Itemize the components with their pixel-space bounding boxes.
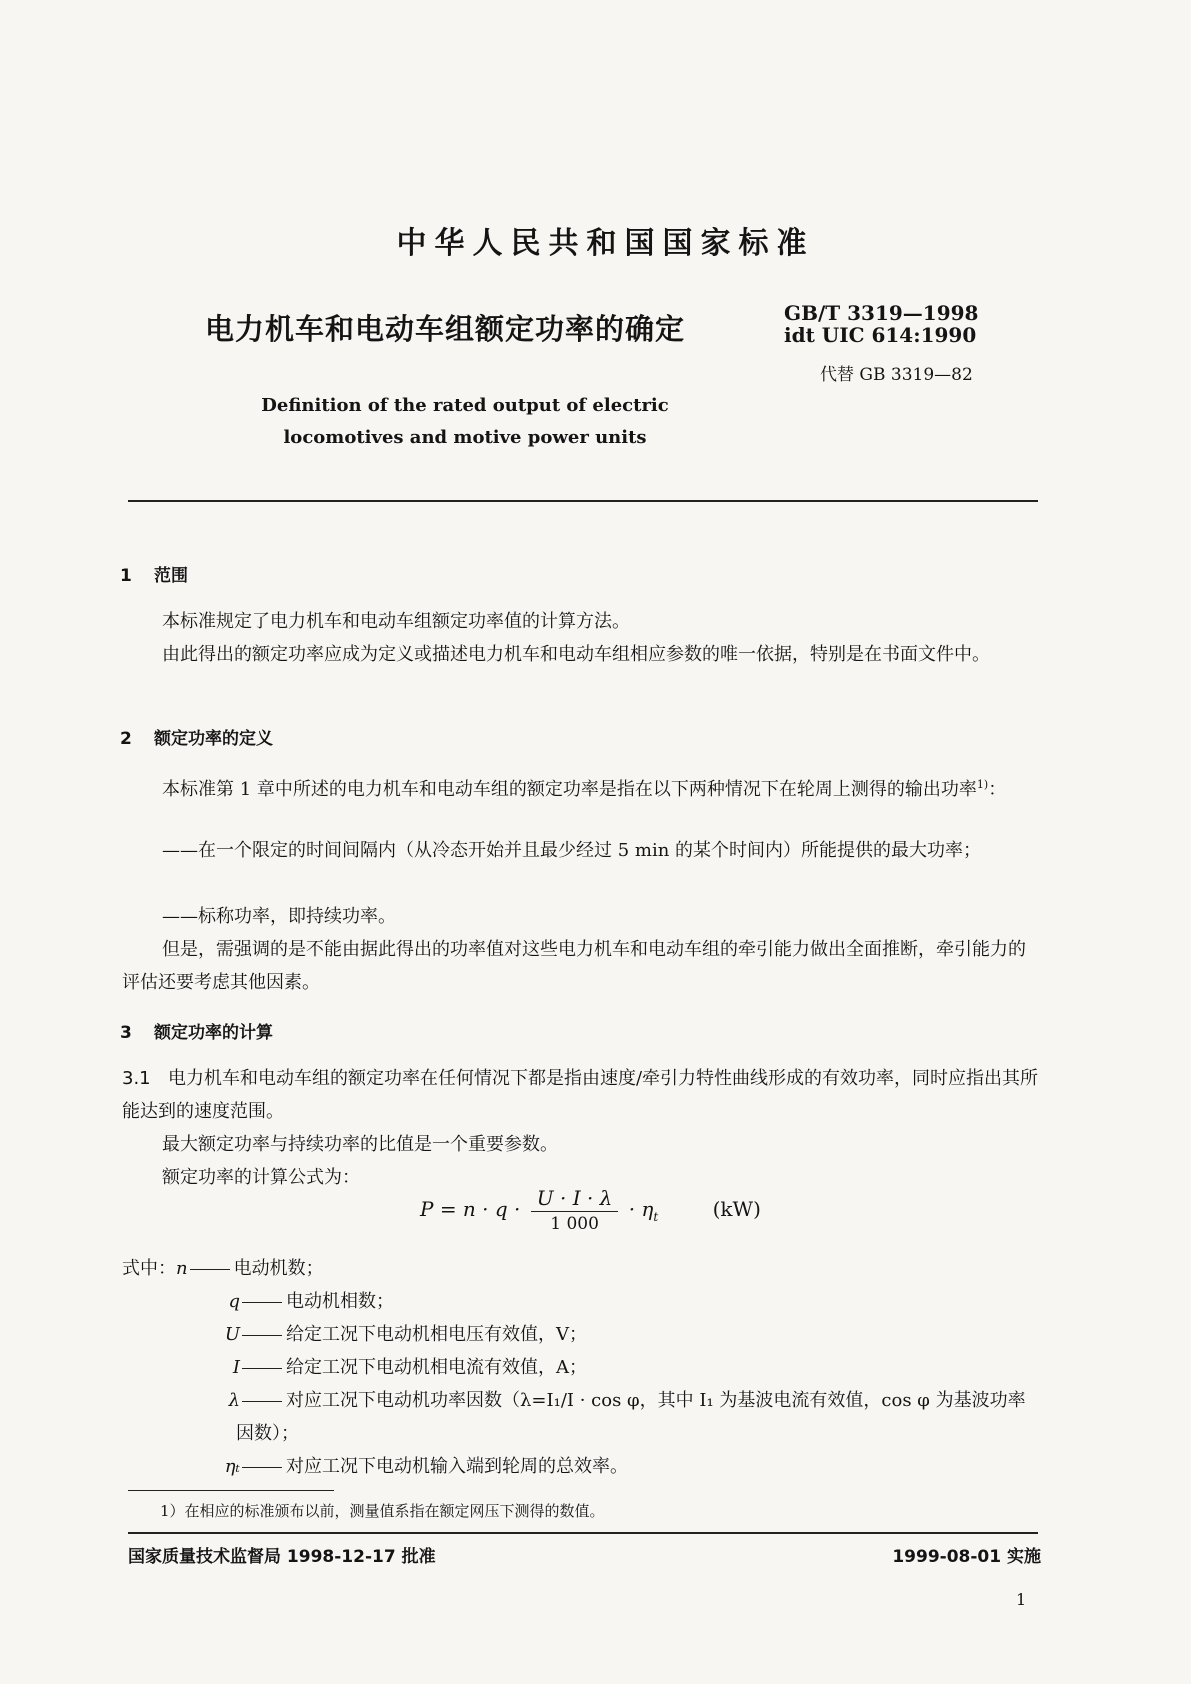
subsection-number: 3.1: [122, 1068, 151, 1089]
footnote-divider: [128, 1490, 334, 1491]
variable-symbol: I: [232, 1357, 240, 1378]
implementation-date: 1999-08-01 实施: [892, 1547, 1041, 1567]
dash: [242, 1335, 282, 1336]
paragraph: 额定功率的计算公式为：: [162, 1167, 360, 1188]
footnote: 1）在相应的标准颁布以前，测量值系指在额定网压下测得的数值。: [160, 1502, 605, 1520]
variable-row: [122, 1318, 1040, 1351]
variable-desc: 电动机相数；: [286, 1291, 394, 1312]
variable-symbol: λ: [228, 1390, 240, 1411]
rated-power-formula: [420, 1185, 761, 1236]
variable-desc: 电动机数；: [233, 1258, 324, 1279]
paragraph-text: 本标准第 1 章中所述的电力机车和电动车组的额定功率是指在以下两种情况下在轮周上测得的输出功率: [162, 779, 977, 800]
paragraph: 本标准规定了电力机车和电动车组额定功率值的计算方法。: [162, 611, 630, 632]
dash: [242, 1368, 282, 1369]
variable-row: [122, 1450, 1040, 1483]
section-title: 范围: [154, 566, 188, 586]
section-number: 1: [120, 566, 132, 586]
formula-rhs: · η: [628, 1197, 654, 1221]
section-1-heading: [120, 561, 188, 586]
national-standard-heading: 中华人民共和国国家标准: [396, 226, 815, 261]
variable-desc: 给定工况下电动机相电流有效值，A；: [286, 1357, 587, 1378]
variable-symbol: ηₜ: [224, 1456, 240, 1477]
section-2-heading: [120, 724, 273, 749]
header-divider: [128, 500, 1038, 502]
paragraph-punct: ：: [988, 779, 1007, 800]
standard-idt: idt UIC 614:1990: [784, 323, 977, 347]
variable-row: [122, 1285, 1040, 1318]
paragraph-text: 电力机车和电动车组的额定功率在任何情况下都是指由速度/牵引力特性曲线形成的有效功率，同时应指出其所能达到的速度范围。: [122, 1068, 1039, 1122]
variables-lead: 式中：: [122, 1258, 176, 1279]
formula-denominator: 1 000: [550, 1214, 599, 1234]
footer-divider: [128, 1532, 1038, 1534]
formula-rhs-sub: t: [653, 1210, 659, 1224]
variable-desc: 给定工况下电动机相电压有效值，V；: [286, 1324, 587, 1345]
paragraph: 最大额定功率与持续功率的比值是一个重要参数。: [162, 1134, 558, 1155]
standard-number-block: [784, 302, 978, 346]
dash: [190, 1269, 230, 1270]
variable-symbol: n: [176, 1258, 188, 1279]
variable-symbol: q: [228, 1291, 240, 1312]
section-number: 2: [120, 729, 132, 749]
approval-date: 国家质量技术监督局 1998-12-17 批准: [128, 1547, 436, 1567]
variable-symbol: U: [224, 1324, 240, 1345]
title-en-line1: Definition of the rated output of electric: [261, 395, 669, 416]
variable-desc: 对应工况下电动机输入端到轮周的总效率。: [286, 1456, 628, 1477]
section-title: 额定功率的定义: [154, 729, 273, 749]
footnote-ref: 1): [976, 778, 989, 791]
list-item: ——标称功率，即持续功率。: [162, 906, 396, 927]
variable-row: [122, 1252, 1040, 1285]
document-title-cn: 电力机车和电动车组额定功率的确定: [205, 312, 686, 346]
section-3-heading: [120, 1018, 273, 1043]
document-title-en: [0, 390, 920, 454]
formula-fraction: [531, 1185, 619, 1236]
paragraph: [122, 768, 1040, 806]
variable-desc-wrap: 因数）；: [236, 1423, 299, 1444]
dash: [242, 1302, 282, 1303]
formula-unit: (kW): [712, 1197, 761, 1221]
standard-number: GB/T 3319—1998: [784, 301, 979, 325]
variable-desc: 对应工况下电动机功率因数（λ=I₁/I · cos φ，其中 I₁ 为基波电流有效值，cos φ 为基波功率: [286, 1390, 1026, 1411]
dash: [242, 1467, 282, 1468]
variable-row: [122, 1384, 1040, 1417]
page-number: 1: [1016, 1590, 1027, 1609]
paragraph: [122, 1062, 1040, 1128]
replaces-standard: 代替 GB 3319—82: [820, 365, 973, 385]
list-item: ——在一个限定的时间间隔内（从冷态开始并且最少经过 5 min 的某个时间内）所能提供的最大功率；: [162, 840, 982, 861]
formula-numerator: U · I · λ: [531, 1185, 619, 1212]
paragraph: 但是，需强调的是不能由据此得出的功率值对这些电力机车和电动车组的牵引能力做出全面推断，牵引能力的评估还要考虑其他因素。: [122, 939, 1026, 993]
dash: [242, 1401, 282, 1402]
variable-row: [122, 1351, 1040, 1384]
section-title: 额定功率的计算: [154, 1023, 273, 1043]
section-number: 3: [120, 1023, 132, 1043]
paragraph: 由此得出的额定功率应成为定义或描述电力机车和电动车组相应参数的唯一依据，特别是在书面文件中。: [162, 644, 990, 665]
formula-lhs: P = n · q ·: [420, 1197, 521, 1221]
title-en-line2: locomotives and motive power units: [283, 427, 647, 448]
